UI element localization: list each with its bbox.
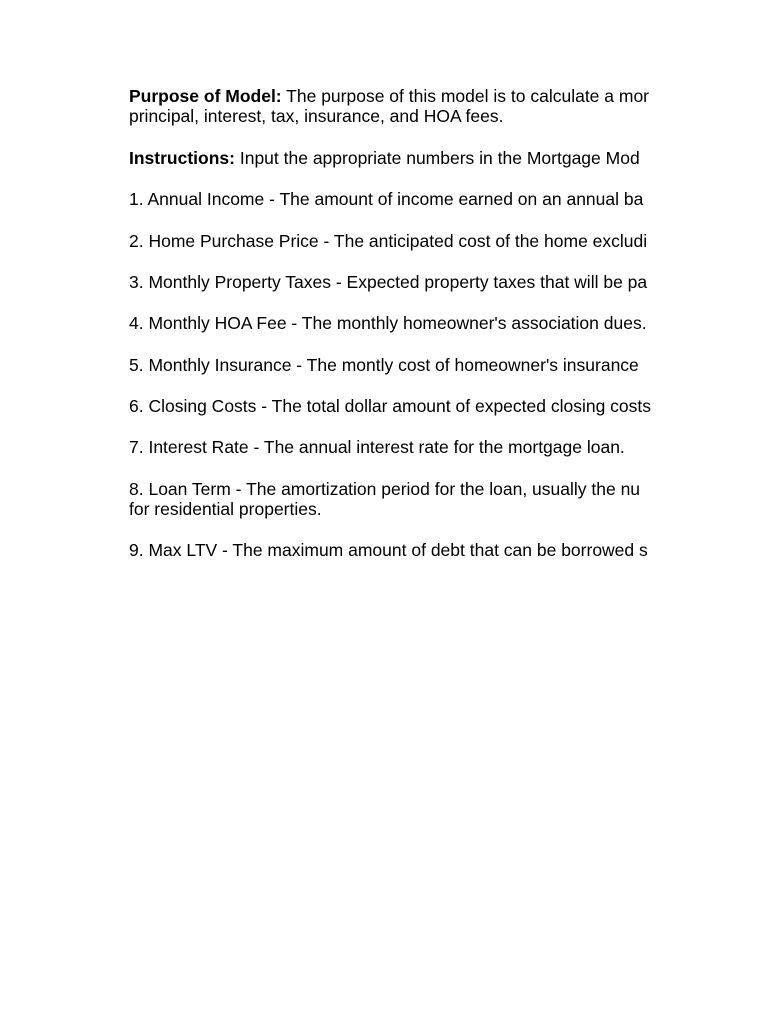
list-item-monthly-insurance: 5. Monthly Insurance - The montly cost of homeowner's insurance — [129, 355, 639, 375]
loan-term-line2: for residential properties. — [129, 499, 322, 519]
purpose-text: The purpose of this model is to calculate a mor — [281, 86, 650, 106]
instructions-text: Input the appropriate numbers in the Mortgage Mod — [234, 148, 640, 168]
list-item-max-ltv: 9. Max LTV - The maximum amount of debt that can be borrowed s — [129, 540, 648, 560]
list-item-home-purchase-price: 2. Home Purchase Price - The anticipated cost of the home excludi — [129, 231, 648, 251]
list-item-monthly-property-taxes: 3. Monthly Property Taxes - Expected property taxes that will be pa — [129, 272, 648, 292]
list-item-interest-rate: 7. Interest Rate - The annual interest rate for the mortgage loan. — [129, 437, 625, 457]
list-item-loan-term — [129, 479, 668, 519]
loan-term-line1: 8. Loan Term - The amortization period for the loan, usually the nu — [129, 479, 641, 499]
instructions-paragraph — [129, 148, 668, 168]
purpose-text-line2: principal, interest, tax, insurance, and HOA fees. — [129, 106, 504, 126]
purpose-label: Purpose of Model: — [129, 86, 282, 106]
list-item-closing-costs: 6. Closing Costs - The total dollar amount of expected closing costs — [129, 396, 652, 416]
instructions-label: Instructions: — [129, 148, 235, 168]
list-item-monthly-hoa-fee: 4. Monthly HOA Fee - The monthly homeowner's association dues. — [129, 313, 647, 333]
purpose-paragraph — [129, 86, 668, 126]
instructions-text-block — [129, 86, 668, 566]
list-item-annual-income: 1. Annual Income - The amount of income earned on an annual ba — [129, 189, 644, 209]
